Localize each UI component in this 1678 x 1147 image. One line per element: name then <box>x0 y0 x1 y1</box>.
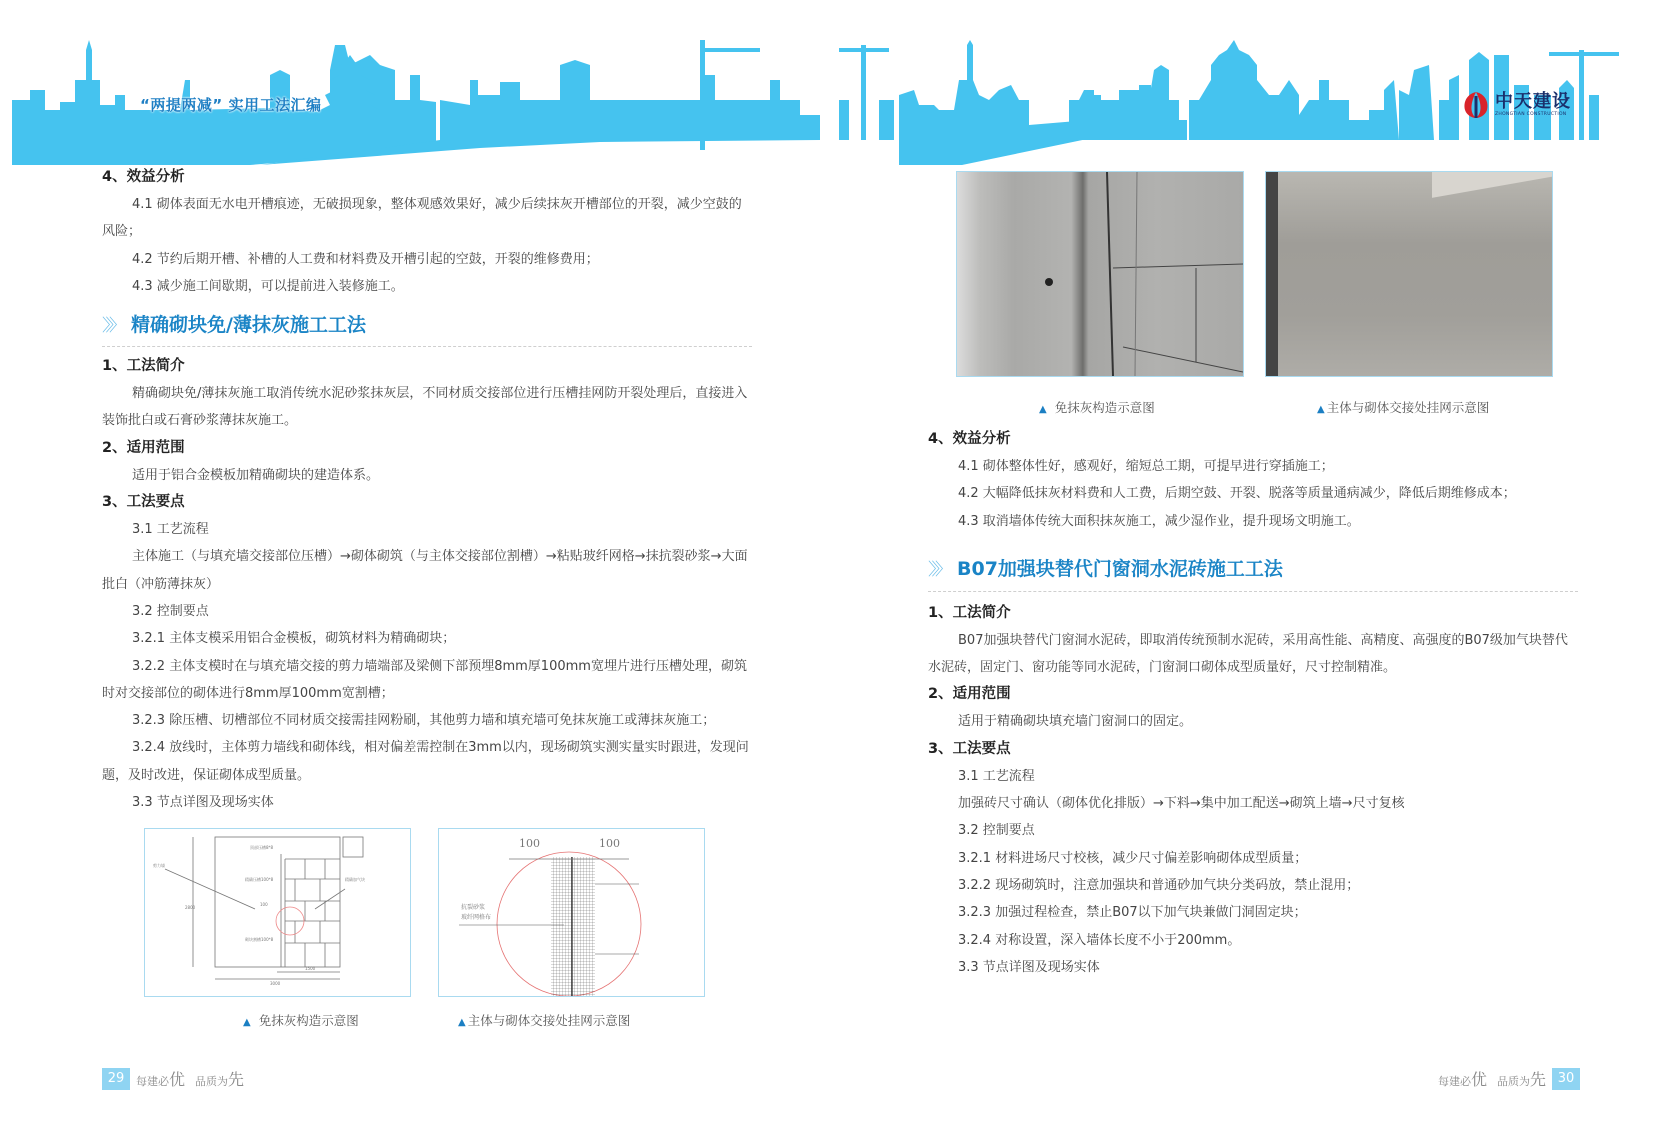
triangle-icon: ▲ <box>1039 404 1047 415</box>
drawing-label: 2800 <box>185 905 196 910</box>
benefit-item: 4.2 大幅降低抹灰材料费和人工费，后期空鼓、开裂、脱落等质量通病减少，降低后期维修成本； <box>958 486 1516 502</box>
slogan: 每建必 优 品质为 先 <box>1438 1070 1547 1089</box>
company-logo <box>1461 90 1571 120</box>
chevrons-icon: 〉〉〉 <box>928 560 947 581</box>
key-points-heading: 3、工法要点 <box>928 740 1011 757</box>
right-content <box>928 426 1578 981</box>
drawing-label: 100 <box>260 902 268 907</box>
drawing-label: 顶部压槽8*8 <box>250 845 274 850</box>
benefit-section <box>102 164 752 300</box>
right-page <box>839 0 1678 1147</box>
dim-label: 100 <box>519 837 540 850</box>
figure-no-plaster-drawing <box>144 828 411 997</box>
section-title-row <box>928 551 1578 592</box>
triangle-icon: ▲ <box>1317 404 1325 415</box>
logo-name: 中天建设 <box>1495 91 1571 112</box>
benefit-item: 4.3 减少施工间歇期，可以提前进入装修施工。 <box>132 278 404 294</box>
figure-caption: ▲ 免抹灰构造示意图 <box>243 1013 359 1028</box>
control-heading: 3.2 控制要点 <box>132 603 209 619</box>
detail-heading: 3.3 节点详图及现场实体 <box>958 959 1100 975</box>
scope-text: 适用于铝合金模板加精确砌块的建造体系。 <box>132 467 380 483</box>
control-item: 3.2.3 加强过程检查，禁止B07以下加气块兼做门洞固定块； <box>958 905 1307 921</box>
process-heading: 3.1 工艺流程 <box>132 522 209 538</box>
benefit-item: 4.1 砌体整体性好，感观好，缩短总工期，可提早进行穿插施工； <box>958 459 1334 474</box>
detail-heading: 3.3 节点详图及现场实体 <box>132 795 274 811</box>
drawing-label: 剪力墙 <box>153 863 165 868</box>
drawing-label: 砌块割槽100*8 <box>245 937 274 942</box>
dim-label: 100 <box>599 837 620 850</box>
process-text: 加强砖尺寸确认（砌体优化排版）→下料→集中加工配送→砌筑上墙→尺寸复核 <box>958 796 1405 812</box>
benefit-item: 4.1 砌体表面无水电开槽痕迹，无破损现象，整体观感效果好，减少后续抹灰开槽部位的开裂，减少空鼓的风险； <box>102 197 742 240</box>
benefit-heading: 4、效益分析 <box>102 169 185 185</box>
intro-text: 精确砌块免/薄抹灰施工取消传统水泥砂浆抹灰层，不同材质交接部位进行压槽挂网防开裂处理后，直接进入装饰批白或石膏砂浆薄抹灰施工。 <box>102 386 748 429</box>
drawing-label: 玻纤网格布 <box>461 914 492 921</box>
section-title: 精确砌块免/薄抹灰施工工法 <box>131 313 366 336</box>
drawing-label: 3000 <box>270 981 281 986</box>
process-heading: 3.1 工艺流程 <box>958 768 1035 784</box>
intro-heading: 1、工法简介 <box>928 604 1011 621</box>
triangle-icon: ▲ <box>458 1017 466 1028</box>
scope-heading: 2、适用范围 <box>102 439 185 456</box>
section-title: B07加强块替代门窗洞水泥砖施工工法 <box>957 558 1283 581</box>
control-item: 3.2.2 主体支模时在与填充墙交接的剪力墙端部及梁侧下部预埋8mm厚100mm宽埋片进行压槽处理，砌筑时对交接部位的砌体进行8mm厚100mm宽割槽； <box>102 658 747 701</box>
benefit-item: 4.2 节约后期开槽、补槽的人工费和材料费及开槽引起的空鼓，开裂的维修费用； <box>132 251 599 267</box>
control-item: 3.2.2 现场砌筑时，注意加强块和普通砂加气块分类码放，禁止混用； <box>958 877 1360 893</box>
page-number: 29 <box>102 1068 130 1090</box>
mesh-drawing <box>439 829 704 996</box>
scope-text: 适用于精确砌块填充墙门窗洞口的固定。 <box>958 714 1193 730</box>
logo-name-en: ZHONGTIAN CONSTRUCTION <box>1495 112 1567 117</box>
key-points-heading: 3、工法要点 <box>102 494 185 511</box>
benefit-item: 4.3 取消墙体传统大面积抹灰施工，减少湿作业，提升现场文明施工。 <box>958 513 1360 529</box>
section-title-row <box>102 306 752 347</box>
site-photo-2 <box>1265 171 1553 377</box>
photo-caption: ▲ 主体与砌体交接处挂网示意图 <box>1317 400 1490 415</box>
process-text: 主体施工（与填充墙交接部位压槽）→砌体砌筑（与主体交接部位割槽）→粘贴玻纤网格→抹抗裂砂浆→大面批白（冲筋薄抹灰） <box>102 549 748 592</box>
skyline-banner <box>0 40 839 165</box>
intro-text: B07加强块替代门窗洞水泥砖，即取消传统预制水泥砖，采用高性能、高精度、高强度的B07级加气块替代水泥砖，固定门、窗功能等同水泥砖，门窗洞口砌体成型质量好，尺寸控制精准。 <box>928 632 1568 676</box>
footer <box>1432 1067 1580 1090</box>
control-item: 3.2.1 主体支模采用铝合金模板，砌筑材料为精确砌块； <box>132 631 456 647</box>
site-photo-1 <box>956 171 1244 377</box>
drawing-label: 精确压槽100*8 <box>245 877 274 882</box>
control-heading: 3.2 控制要点 <box>958 823 1035 839</box>
control-item: 3.2.3 除压槽、切槽部位不同材质交接需挂网粉刷，其他剪力墙和填充墙可免抹灰施工或薄抹灰施工； <box>132 713 716 729</box>
page-number: 30 <box>1552 1068 1580 1090</box>
left-content <box>102 164 752 816</box>
no-plaster-drawing <box>145 829 410 996</box>
book-title: “两提两减” 实用工法汇编 <box>140 96 322 114</box>
benefit-heading: 4、效益分析 <box>928 431 1011 447</box>
chevrons-icon: 〉〉〉 <box>102 315 121 336</box>
logo-mark-icon <box>1461 90 1491 120</box>
triangle-icon: ▲ <box>243 1017 251 1028</box>
footer <box>102 1067 250 1090</box>
photo-caption: ▲ 免抹灰构造示意图 <box>1039 400 1155 415</box>
drawing-label: 抗裂砂浆 <box>461 904 486 911</box>
slogan: 每建必 优 品质为 先 <box>136 1070 245 1089</box>
figure-mesh-drawing <box>438 828 705 997</box>
figure-caption: ▲ 主体与砌体交接处挂网示意图 <box>458 1013 631 1028</box>
drawing-label: 1500 <box>305 966 316 971</box>
control-item: 3.2.4 放线时，主体剪力墙线和砌体线，相对偏差需控制在3mm以内，现场砌筑实测实量实时跟进，发现问题，及时改进，保证砌体成型质量。 <box>102 740 749 783</box>
drawing-label: 精确加气块 <box>345 877 365 882</box>
control-item: 3.2.4 对称设置，深入墙体长度不小于200mm。 <box>958 932 1241 948</box>
intro-heading: 1、工法简介 <box>102 358 185 375</box>
scope-heading: 2、适用范围 <box>928 686 1011 703</box>
control-item: 3.2.1 材料进场尺寸校核，减少尺寸偏差影响砌体成型质量； <box>958 850 1308 866</box>
